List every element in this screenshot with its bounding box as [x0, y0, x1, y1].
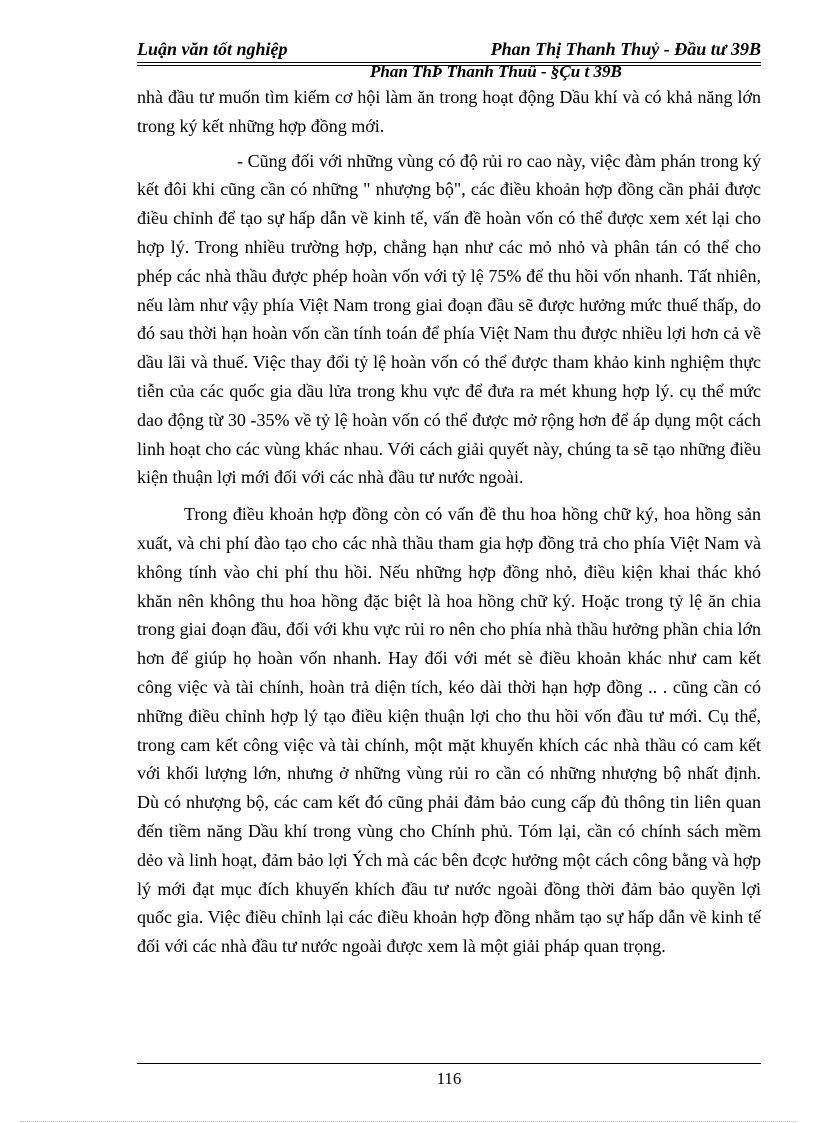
document-body [137, 83, 761, 961]
header-author-label: Phan Thị Thanh Thuỷ - Đầu tư 39B [490, 39, 761, 59]
paragraph-3: Trong điều khoản hợp đồng còn có vấn đề thu hoa hồng chữ ký, hoa hồng sản xuất, và chi phí đào tạo cho các nhà thầu tham gia hợp đồng trả cho phía Việt Nam và không tính vào chi phí thu hồi. Nếu những hợp đồng nhỏ, điều kiện khai thác khó khăn nên không thu hoa hồng đặc biệt là hoa hồng chữ ký. Hoặc trong tỷ lệ ăn chia trong giai đoạn đầu, đối với khu vực rủi ro nên cho phía nhà thầu hưởng phần chia lớn hơn để giúp họ hoàn vốn nhanh. Hay đối với mét sè điều khoản khác như cam kết công việc và tài chính, hoàn trả diện tích, kéo dài thời hạn hợp đồng .. . cũng cần có những điều chỉnh hợp lý tạo điều kiện thuận lợi cho thu hồi vốn đầu tư mới. Cụ thể, trong cam kết công việc và tài chính, một mặt khuyến khích các nhà thầu có cam kết với khối lượng lớn, nhưng ở những vùng rủi ro cần có những nhượng bộ nhất định. Dù có nhượng bộ, các cam kết đó cũng phải đảm bảo cung cấp đủ thông tin liên quan đến tiềm năng Dầu khí trong vùng cho Chính phủ. Tóm lại, cần có chính sách mềm dẻo và linh hoạt, đảm bảo lợi Ých mà các bên đcợc hưởng một cách công bằng và hợp lý mới đạt mục đích khuyến khích đầu tư nước ngoài đồng thời đảm bảo quyền lợi quốc gia. Việc điều chỉnh lại các điều khoản hợp đồng nhằm tạo sự hấp dẫn về kinh tế đối với các nhà đầu tư nước ngoài được xem là một giải pháp quan trọng. [137, 504, 761, 957]
page-number: 116 [436, 1069, 462, 1088]
page-bottom-border [20, 1121, 796, 1122]
paragraph-1: nhà đầu tư muốn tìm kiếm cơ hội làm ăn trong hoạt động Dầu khí và có khả năng lớn trong ký kết những hợp đồng mới. [137, 87, 761, 136]
footer-rule [137, 1063, 761, 1064]
paragraph-2: - Cũng đối với những vùng có độ rủi ro cao này, việc đàm phán trong ký kết đôi khi cũng cần có những " nhượng bộ", các điều khoản hợp đồng cần phải được điều chỉnh để tạo sự hấp dẫn về kinh tế, vấn đề hoàn vốn có thể được xem xét lại cho hợp lý. Trong nhiều trường hợp, chẳng hạn như các mỏ nhỏ và phân tán có thể cho phép các nhà thầu được phép hoàn vốn với tỷ lệ 75% để thu hồi vốn nhanh. Tất nhiên, nếu làm như vậy phía Việt Nam trong giai đoạn đầu sẽ được hưởng mức thuế thấp, do đó sau thời hạn hoàn vốn cần tính toán để phía Việt Nam thu được nhiều lợi hơn cả về dầu lãi và thuế. Việc thay đổi tỷ lệ hoàn vốn có thể được tham khảo kinh nghiệm thực tiễn của các quốc gia dầu lửa trong khu vực để đưa ra mét khung hợp lý. cụ thể mức dao động từ 30 -35% về tỷ lệ hoàn vốn có thể được mở rộng hơn để áp dụng một cách linh hoạt cho các vùng khác nhau. Với cách giải quyết này, chúng ta sẽ tạo những điều kiện thuận lợi mới đối với các nhà đầu tư nước ngoài. [137, 150, 761, 488]
page-header [137, 38, 761, 62]
header-garbled-author: Phan ThÞ Thanh Thuû - §Çu t 39B [370, 62, 622, 81]
header-thesis-label: Luận văn tốt nghiệp [137, 39, 288, 59]
